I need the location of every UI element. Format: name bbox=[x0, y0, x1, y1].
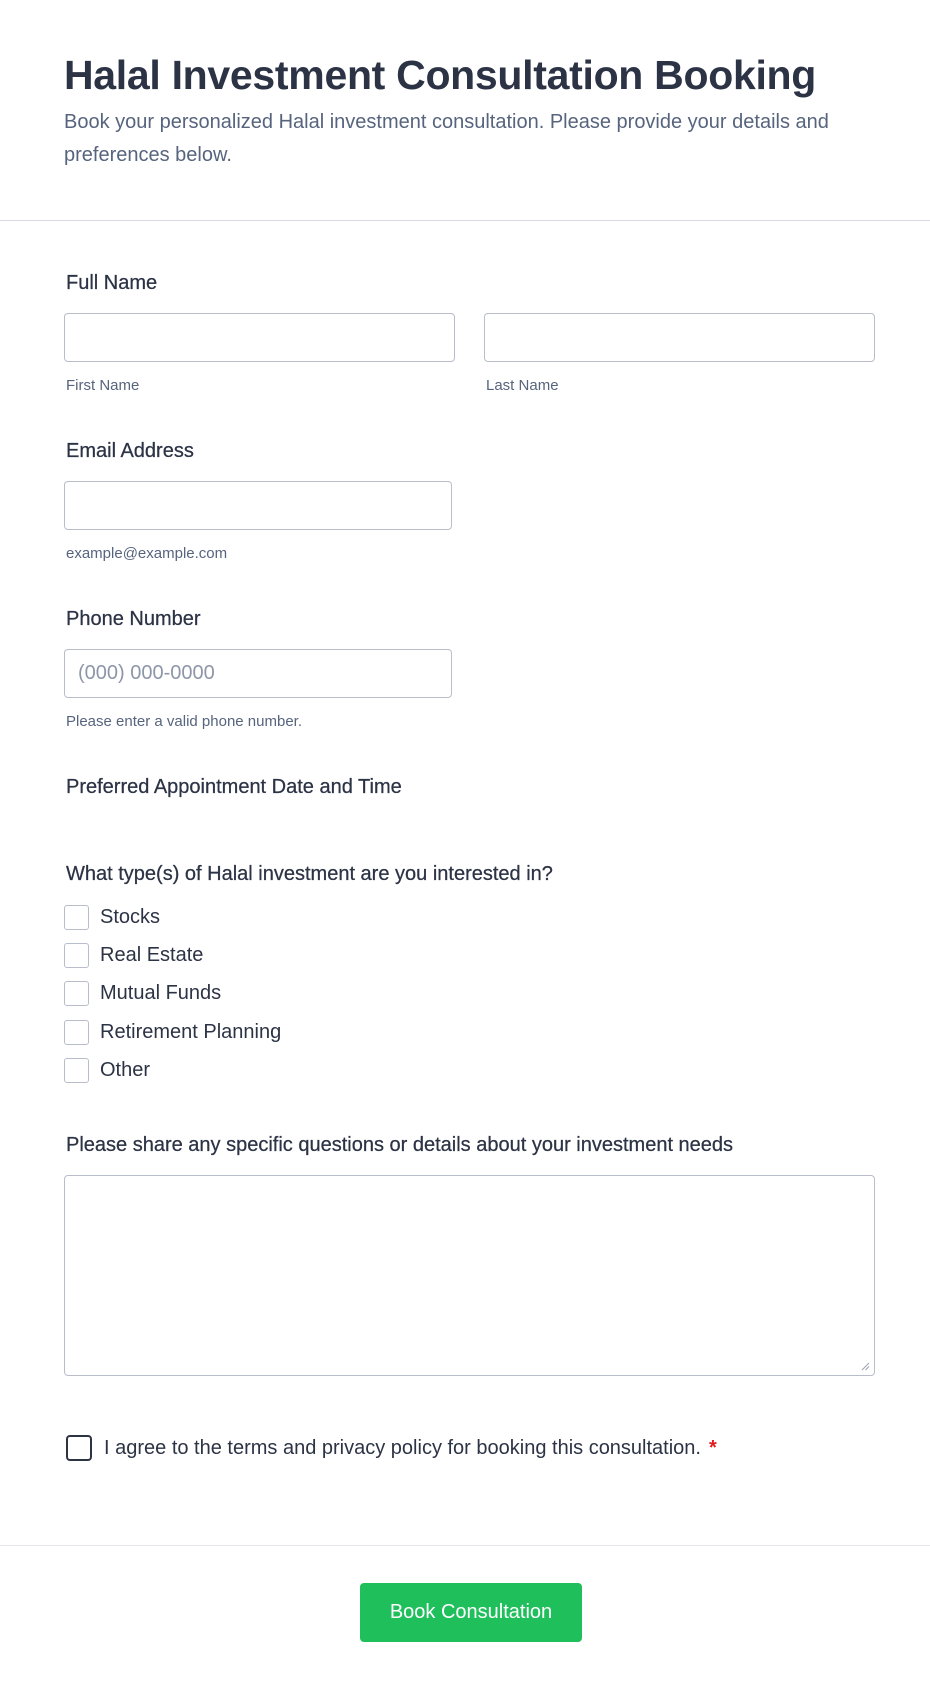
appointment-label: Preferred Appointment Date and Time bbox=[66, 776, 402, 798]
phone-label: Phone Number bbox=[66, 608, 201, 630]
terms-checkbox[interactable] bbox=[66, 1435, 92, 1461]
required-asterisk: * bbox=[708, 1436, 717, 1459]
email-input[interactable] bbox=[64, 481, 452, 530]
checkbox-mutual-funds[interactable] bbox=[64, 981, 89, 1006]
checkbox-real-estate[interactable] bbox=[64, 943, 89, 968]
terms-label: I agree to the terms and privacy policy for booking this consultation. bbox=[104, 1436, 701, 1459]
phone-input[interactable] bbox=[64, 649, 452, 698]
full-name-label: Full Name bbox=[66, 272, 158, 294]
checkbox-option-mutual-funds[interactable] bbox=[64, 980, 221, 1006]
details-label: Please share any specific questions or details about your investment needs bbox=[66, 1134, 734, 1156]
book-consultation-button[interactable]: Book Consultation bbox=[360, 1583, 582, 1642]
form-header bbox=[0, 0, 930, 221]
checkbox-option-retirement-planning[interactable] bbox=[64, 1019, 281, 1045]
checkbox-option-real-estate[interactable] bbox=[64, 942, 203, 968]
checkbox-option-stocks[interactable] bbox=[64, 904, 160, 930]
first-name-input[interactable] bbox=[64, 313, 455, 362]
checkbox-label-mutual-funds: Mutual Funds bbox=[100, 981, 222, 1004]
first-name-sublabel: First Name bbox=[66, 377, 140, 394]
page-title: Halal Investment Consultation Booking bbox=[64, 52, 817, 98]
resize-grip-icon[interactable] bbox=[860, 1361, 870, 1371]
last-name-sublabel: Last Name bbox=[486, 377, 559, 394]
investment-types-label: What type(s) of Halal investment are you interested in? bbox=[66, 863, 553, 885]
checkbox-label-retirement-planning: Retirement Planning bbox=[100, 1020, 282, 1043]
checkbox-option-other[interactable] bbox=[64, 1057, 150, 1083]
email-label: Email Address bbox=[66, 440, 194, 462]
last-name-input[interactable] bbox=[484, 313, 875, 362]
checkbox-other[interactable] bbox=[64, 1058, 89, 1083]
checkbox-label-other: Other bbox=[100, 1058, 151, 1081]
checkbox-retirement-planning[interactable] bbox=[64, 1020, 89, 1045]
details-textarea[interactable] bbox=[64, 1175, 875, 1376]
checkbox-label-real-estate: Real Estate bbox=[100, 943, 204, 966]
email-sublabel: example@example.com bbox=[66, 545, 228, 562]
phone-sublabel: Please enter a valid phone number. bbox=[66, 713, 302, 730]
checkbox-stocks[interactable] bbox=[64, 905, 89, 930]
page-subtitle: Book your personalized Halal investment consultation. Please provide your details and preferences below. bbox=[64, 111, 829, 166]
terms-option[interactable] bbox=[66, 1434, 717, 1462]
checkbox-label-stocks: Stocks bbox=[100, 905, 161, 928]
